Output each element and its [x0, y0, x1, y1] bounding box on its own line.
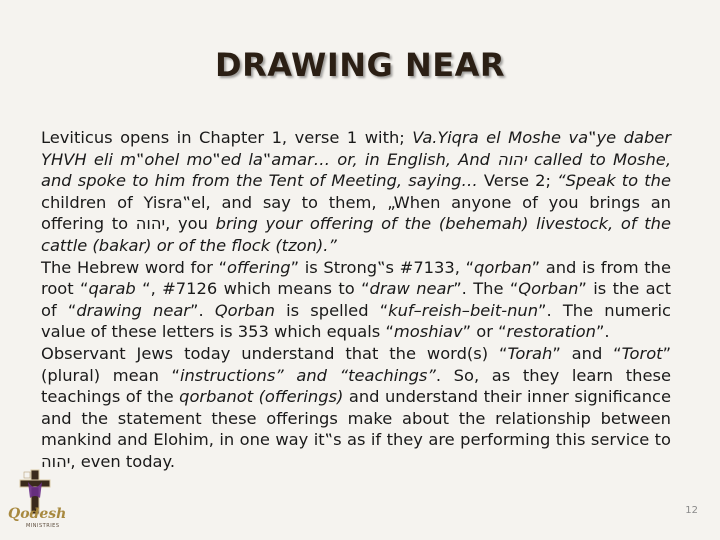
- text-run: Leviticus opens in Chapter 1, verse 1 with;: [41, 128, 413, 147]
- text-run: children of Yisra‟el, and say to them, „When anyone of you brings an offering to יהוה, you: [41, 192, 671, 234]
- text-run: ” (plural) mean “: [41, 343, 671, 385]
- italic-run: Qorban: [518, 279, 579, 299]
- italic-run: Va.Yiqra el Moshe va‟ye daber YHVH eli m‟ohel mo‟ed la‟amar… or, in English, And יהוה called to Moshe, and spoke to him from the Tent of Meeting, saying…: [41, 128, 672, 191]
- text-run: ” and is from the root “: [41, 257, 671, 299]
- italic-run: drawing near: [76, 300, 191, 320]
- text-run: ” is the act of “: [41, 279, 671, 320]
- text-run: ”. The “: [453, 279, 519, 299]
- italic-run: offering: [227, 257, 291, 277]
- italic-run: Qorban: [214, 300, 275, 320]
- ministry-logo: [4, 468, 66, 532]
- slide-body: [41, 127, 671, 473]
- text-run: ” or “: [462, 322, 507, 342]
- text-run: Verse 2;: [477, 171, 558, 191]
- italic-run: bring your offering of the (behemah) livestock, of the cattle (bakar) or of the flock (tzon).”: [41, 214, 671, 255]
- italic-run: restoration: [506, 322, 596, 342]
- italic-run: qorban: [474, 257, 532, 277]
- text-run: ”.: [595, 322, 610, 342]
- text-run: Observant Jews today understand that the word(s) “: [41, 343, 508, 363]
- italic-run: moshiav: [393, 322, 463, 342]
- italic-run: Torah: [507, 343, 553, 363]
- italic-run: kuf–reish–beit-nun: [388, 300, 539, 320]
- text-run: . So, as they learn these teachings of the: [41, 365, 671, 407]
- logo-subtext: MINISTRIES: [26, 523, 60, 529]
- paragraph-hebrew-word: [41, 257, 671, 343]
- italic-run: draw near: [369, 279, 454, 299]
- paragraph-observant-jews: [41, 343, 671, 473]
- text-run: ” and “: [552, 343, 622, 363]
- italic-run: qarab: [88, 279, 136, 299]
- text-run: ”.: [190, 300, 215, 320]
- paragraph-leviticus: [41, 127, 671, 257]
- page-number: 12: [685, 505, 698, 516]
- text-run: The Hebrew word for “: [41, 257, 228, 277]
- logo-script: Qodesh: [8, 506, 66, 522]
- text-run: is spelled “: [274, 300, 389, 320]
- text-run: and understand their inner significance and the statement these offerings make about the relationship between mankind and Elohim, in one way it‟s as if they are performing this service to יהוה, even today.: [41, 387, 672, 471]
- text-run: ”. The numeric value of these letters is 353 which equals “: [41, 300, 671, 342]
- italic-run: qorbanot (offerings): [179, 387, 344, 407]
- text-run: “, #7126 which means to “: [135, 279, 370, 299]
- italic-run: instructions” and “teachings”: [179, 365, 436, 385]
- italic-run: “Speak to the: [557, 171, 671, 191]
- slide-title: DRAWING NEAR: [215, 46, 505, 84]
- text-run: ” is Strong‟s #7133, “: [290, 257, 475, 277]
- italic-run: Torot: [621, 343, 663, 363]
